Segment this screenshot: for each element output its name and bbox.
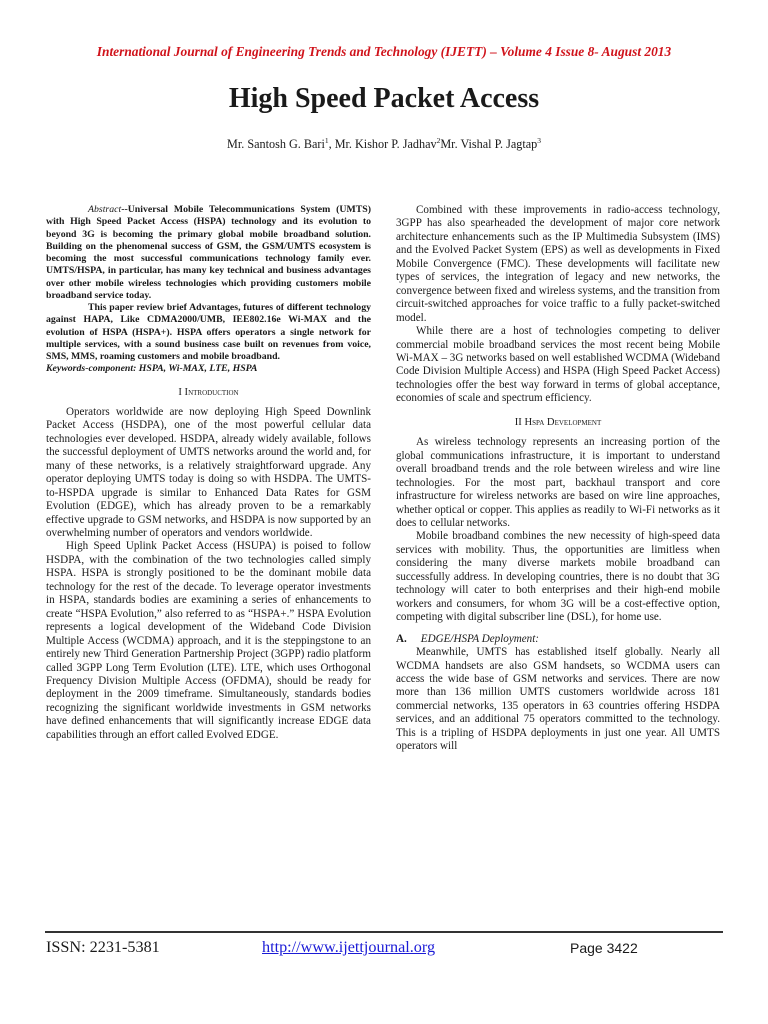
footer-divider: [45, 931, 723, 933]
abstract-paragraph-2: This paper review brief Advantages, futures of different technology against HAPA, Like CDMA2000/UMB, IEE802.16e Wi-MAX and the evolution of HSPA (HSPA+). HSPA offers operators a single network for multiple services, with a sound business case built on revenues from voice, SMS, MMS, roaming customers and mobile broadband.: [46, 302, 371, 362]
intro-paragraph-2: High Speed Uplink Packet Access (HSUPA) is poised to follow HSDPA, with the combination of the two technologies called simply HSPA. HSPA is strongly positioned to be the dominant mobile data technology for the rest of the decade. To leverage operator investments in HSPA, standards bodies are examining a series of enhancements to create “HSPA Evolution,” also referred to as “HSPA+.” HSPA Evolution represents a logical development of the Wideband Code Division Multiple Access (WCDMA) approach, and it is the steppingstone to an entirely new Third Generation Partnership Project (3GPP) radio platform called 3GPP Long Term Evolution (LTE). LTE, which uses Orthogonal Frequency Division Multiple Access (OFDMA), should be ready for deployment in the 2009 timeframe. Simultaneously, standards bodies recognizing the significant worldwide investments in GSM networks have defined enhancements that will significantly increase EDGE data capabilities through an effort called Evolved EDGE.: [46, 540, 371, 741]
right-column: [396, 204, 720, 754]
author-separator: ,: [328, 137, 335, 152]
author-affiliation: 1: [324, 136, 329, 145]
edge-paragraph-1: Meanwhile, UMTS has established itself globally. Nearly all WCDMA handsets are also GSM handsets, so WCDMA users can access the wide base of GSM networks and services. There are now more than 136 million UMTS customers worldwide across 181 commercial networks, 135 operators in 63 countries offering HSDPA services, and an additional 75 operators committed to the technology. This is a tripling of HSDPA deployments in just one year. All UMTS operators will: [396, 646, 720, 753]
author-list: [0, 136, 768, 152]
author-name: Mr. Vishal P. Jagtap: [440, 137, 538, 152]
author-name: Mr. Kishor P. Jadhav: [334, 137, 437, 152]
hspa-paragraph-1: As wireless technology represents an increasing portion of the global communications infrastructure, it is important to understand overall broadband trends and the role between wireless and wire line technologies. For the most part, backhaul transport and core infrastructure for wireless networks are based on wire line approaches, whether optical or copper. This applies as readily to Wi-Fi networks as it does to cellular networks.: [396, 436, 720, 529]
section-heading-introduction: I Introduction: [178, 386, 239, 398]
author-name: Mr. Santosh G. Bari: [227, 137, 325, 152]
journal-url-link[interactable]: http://www.ijettjournal.org: [262, 938, 436, 956]
intro-paragraph-1: Operators worldwide are now deploying High Speed Downlink Packet Access (HSDPA), one of the most powerful cellular data technologies ever developed. HSDPA, already widely available, follows the successful deployment of UMTS networks around the world and, for many of these networks, is a relatively straightforward upgrade. Any operator deploying UMTS today is doing so with HSDPA. The UMTS-to-HSPDA upgrade is similar to Enhanced Data Rates for GSM Evolution (EDGE), which has already proven to be a remarkably effective upgrade to GSM networks, and HSDPA is now supported by an overwhelming number of operators and vendors worldwide.: [46, 405, 371, 540]
left-column: [46, 204, 371, 742]
journal-header: International Journal of Engineering Trends and Technology (IJETT) – Volume 4 Issue 8- August 2013: [96, 44, 672, 59]
right-paragraph-2: While there are a host of technologies competing to deliver commercial mobile broadband services the most recent being Mobile Wi-MAX – 3G networks based on well established WCDMA (Wideband Code Division Multiple Access) and HSPA (High Speed Packet Access) technologies offer the best way forward in terms of global acceptance, economies of scale and spectrum efficiency.: [396, 325, 720, 405]
abstract-text: --Universal Mobile Telecommunications System (UMTS) with High Speed Packet Access (HSPA) technology and its evolution to beyond 3G is becoming the primary global mobile broadband solution. Building on the phenomenal success of GSM, the GSM/UMTS ecosystem is becoming the most successful communications technology family ever. UMTS/HSPA, in particular, has many key technical and business advantages over other mobile wireless technologies which providing customers mobile broadband service today.: [46, 204, 371, 301]
abstract-label: Abstract: [88, 204, 122, 215]
right-paragraph-1: Combined with these improvements in radio-access technology, 3GPP has also spearheaded the development of major core network architecture enhancements such as the IP Multimedia Subsystem (IMS) and the Evolved Packet System (EPS) as well as developments in Fixed Mobile Convergence (FMC). These developments will facilitate new types of services, the integration of legacy and new networks, the convergence between fixed and wireless systems, and the transition from circuit-switched approaches for voice traffic to a fully packet-switched model.: [396, 204, 720, 324]
author-affiliation: 2: [436, 136, 441, 145]
abstract: [46, 204, 371, 376]
subsection-title: EDGE/HSPA Deployment:: [420, 632, 540, 645]
abstract-paragraph: [46, 204, 371, 302]
footer-issn: ISSN: 2231-5381: [46, 938, 160, 956]
keywords: Keywords-component: HSPA, Wi-MAX, LTE, HSPA: [46, 363, 258, 375]
subsection-heading-edge-hspa: [396, 633, 720, 646]
section-heading-hspa-development: II Hspa Development: [514, 416, 602, 428]
subsection-letter: A.: [396, 632, 407, 645]
paper-title: High Speed Packet Access: [228, 83, 540, 114]
author-affiliation: 3: [537, 136, 541, 145]
page-number: Page 3422: [570, 940, 638, 956]
hspa-paragraph-2: Mobile broadband combines the new necessity of high-speed data services with mobility. Thus, the opportunities are limitless when considering the many diverse markets mobile broadband can successfully address. In developing countries, there is no doubt that 3G technology will cater to both enterprises and their high-end mobile workers and consumers, for whom 3G will be a cost-effective option, competing with digital subscriber line (DSL), for home use.: [396, 530, 720, 624]
